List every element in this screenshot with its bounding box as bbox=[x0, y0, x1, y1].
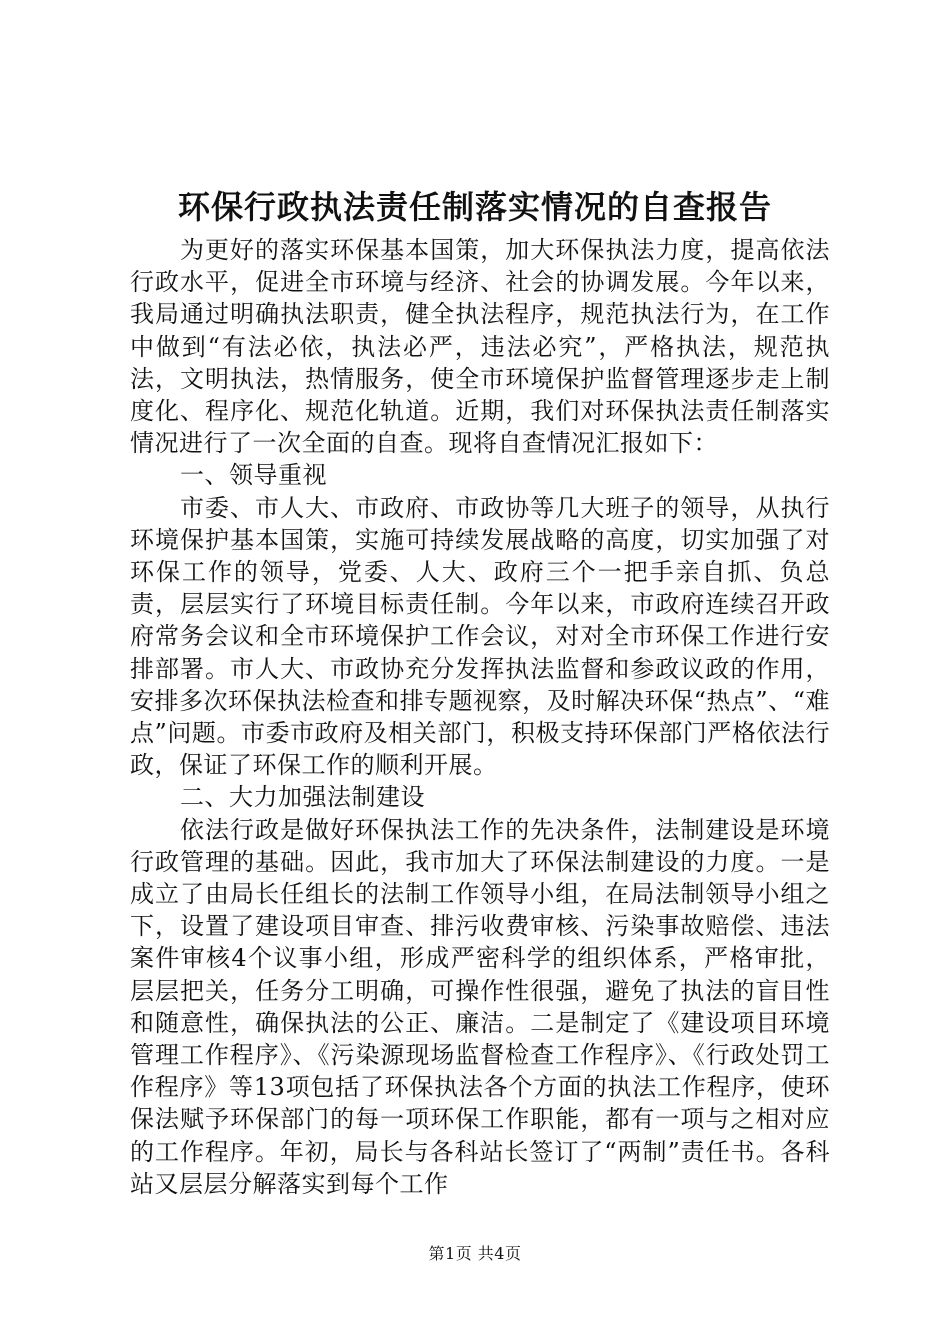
section-paragraph-leadership: 市委、市人大、市政府、市政协等几大班子的领导，从执行环境保护基本国策，实施可持续发展战略的高度，切实加强了对环保工作的领导，党委、人大、政府三个一把手亲自抓、负总责，层层实行了环境目标责任制。今年以来，市政府连续召开政府常务会议和全市环境保护工作会议，对对全市环保工作进行安排部署。市人大、市政协充分发挥执法监督和参政议政的作用，安排多次环保执法检查和排专题视察，及时解决环保“热点”、“难点”问题。市委市政府及相关部门，积极支持环保部门严格依法行政，保证了环保工作的顺利开展。 bbox=[130, 493, 830, 780]
section-heading-leadership: 一、领导重视 bbox=[180, 461, 327, 490]
document-title: 环保行政执法责任制落实情况的自查报告 bbox=[177, 188, 772, 226]
page-number-footer: 第1页 共4页 bbox=[428, 1244, 522, 1263]
section-paragraph-legal-system: 依法行政是做好环保执法工作的先决条件，法制建设是环境行政管理的基础。因此，我市加大了环保法制建设的力度。一是成立了由局长任组长的法制工作领导小组，在局法制领导小组之下，设置了建设项目审查、排污收费审核、污染事故赔偿、违法案件审核4个议事小组，形成严密科学的组织体系，严格审批，层层把关，任务分工明确，可操作性很强，避免了执法的盲目性和随意性，确保执法的公正、廉洁。二是制定了《建设项目环境管理工作程序》、《污染源现场监督检查工作程序》、《行政处罚工作程序》等13项包括了环保执法各个方面的执法工作程序，使环保法赋予环保部门的每一项环保工作职能，都有一项与之相对应的工作程序。年初，局长与各科站长签订了“两制”责任书。各科站又层层分解落实到每个工作 bbox=[130, 815, 830, 1198]
document-body bbox=[130, 234, 830, 1200]
section-heading-legal-system: 二、大力加强法制建设 bbox=[180, 783, 425, 812]
intro-paragraph: 为更好的落实环保基本国策，加大环保执法力度，提高依法行政水平，促进全市环境与经济、社会的协调发展。今年以来，我局通过明确执法职责，健全执法程序，规范执法行为，在工作中做到“有法必依，执法必严，违法必究”，严格执法，规范执法，文明执法，热情服务，使全市环境保护监督管理逐步走上制度化、程序化、规范化轨道。近期，我们对环保执法责任制落实情况进行了一次全面的自查。现将自查情况汇报如下： bbox=[130, 236, 830, 458]
